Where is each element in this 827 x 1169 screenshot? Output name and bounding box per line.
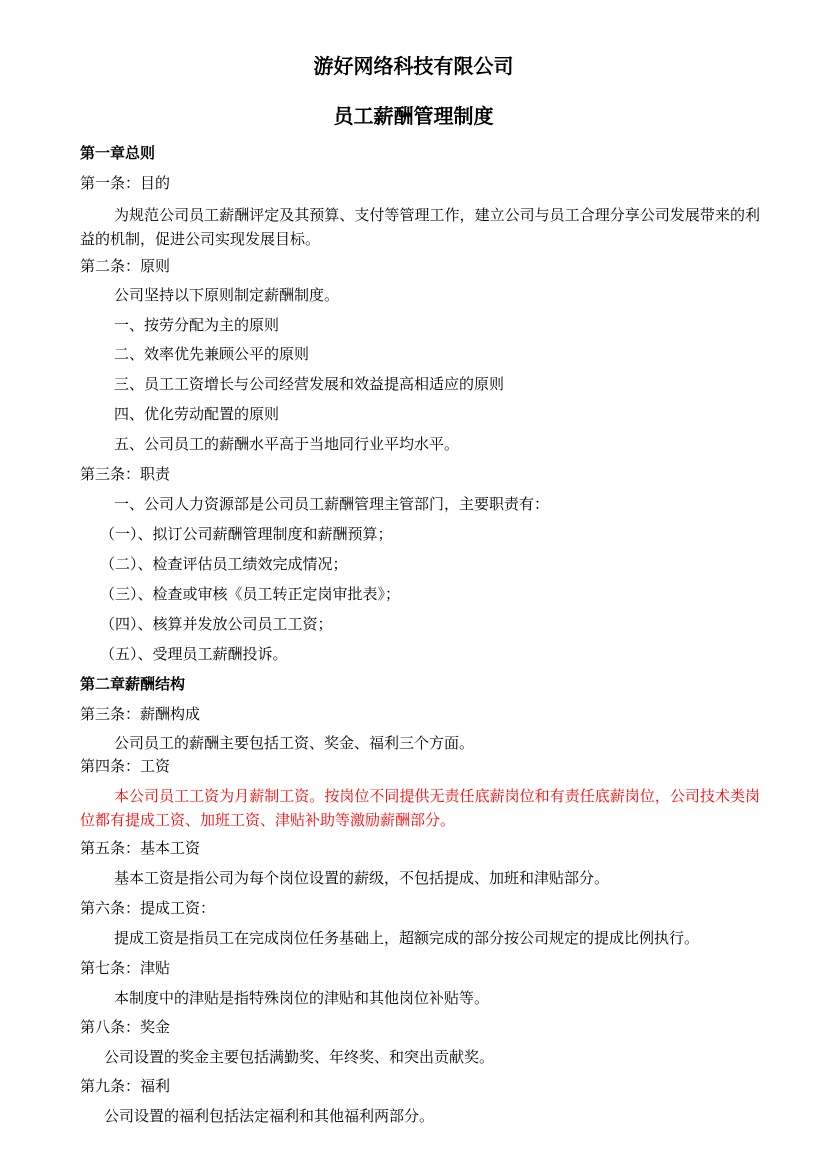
article-text: 基本工资是指公司为每个岗位设置的薪级，不包括提成、加班和津贴部分。 bbox=[114, 869, 610, 887]
article-title: 第四条：工资 bbox=[80, 757, 171, 775]
article-2-intro: 公司坚持以下原则制定薪酬制度。 bbox=[114, 286, 340, 304]
principle-item: 五、公司员工的薪酬水平高于当地同行业平均水平。 bbox=[114, 435, 460, 453]
article-text: 提成工资是指员工在完成岗位任务基础上，超额完成的部分按公司规定的提成比例执行。 bbox=[114, 929, 700, 947]
principle-item: 三、员工工资增长与公司经营发展和效益提高相适应的原则 bbox=[114, 375, 505, 393]
duty-item: （四）、核算并发放公司员工工资； bbox=[100, 615, 333, 633]
article-text: 公司设置的奖金主要包括满勤奖、年终奖、和突出贡献奖。 bbox=[104, 1048, 495, 1066]
chapter-2-heading: 第二章薪酬结构 bbox=[80, 675, 186, 693]
article-3-title: 第三条：职责 bbox=[80, 465, 171, 483]
principle-item: 四、优化劳动配置的原则 bbox=[114, 405, 280, 423]
document-title: 员工薪酬管理制度 bbox=[333, 104, 494, 128]
article-title: 第三条：薪酬构成 bbox=[80, 705, 201, 723]
article-title: 第五条：基本工资 bbox=[80, 839, 201, 857]
duty-item: （一）、拟订公司薪酬管理制度和薪酬预算； bbox=[100, 525, 393, 543]
duty-item: （二）、检查评估员工绩效完成情况； bbox=[100, 555, 348, 573]
article-title: 第九条：福利 bbox=[80, 1077, 171, 1095]
article-text: 本制度中的津贴是指特殊岗位的津贴和其他岗位补贴等。 bbox=[114, 989, 490, 1007]
article-text-highlighted: 本公司员工工资为月薪制工资。按岗位不同提供无责任底薪岗位和有责任底薪岗位，公司技术类岗位都有提成工资、加班工资、津贴补助等激励薪酬部分。 bbox=[80, 787, 760, 829]
article-text: 公司设置的福利包括法定福利和其他福利两部分。 bbox=[104, 1107, 435, 1125]
article-2-title: 第二条：原则 bbox=[80, 257, 171, 275]
duty-item: （五）、受理员工薪酬投诉。 bbox=[100, 645, 288, 663]
article-text: 公司员工的薪酬主要包括工资、奖金、福利三个方面。 bbox=[114, 734, 475, 752]
article-1-text: 为规范公司员工薪酬评定及其预算、支付等管理工作，建立公司与员工合理分享公司发展带来的利益的机制，促进公司实现发展目标。 bbox=[80, 206, 760, 248]
article-title: 第七条：津贴 bbox=[80, 959, 171, 977]
company-name: 游好网络科技有限公司 bbox=[313, 54, 514, 78]
duty-item: （三）、检查或审核《员工转正定岗审批表》； bbox=[100, 585, 401, 603]
principle-item: 二、效率优先兼顾公平的原则 bbox=[114, 345, 310, 363]
article-title: 第六条：提成工资： bbox=[80, 899, 216, 917]
chapter-1-heading: 第一章总则 bbox=[80, 144, 156, 162]
principle-item: 一、按劳分配为主的原则 bbox=[114, 316, 280, 334]
article-3-intro: 一、公司人力资源部是公司员工薪酬管理主管部门，主要职责有： bbox=[114, 495, 550, 513]
article-1-title: 第一条：目的 bbox=[80, 174, 171, 192]
article-title: 第八条：奖金 bbox=[80, 1018, 171, 1036]
